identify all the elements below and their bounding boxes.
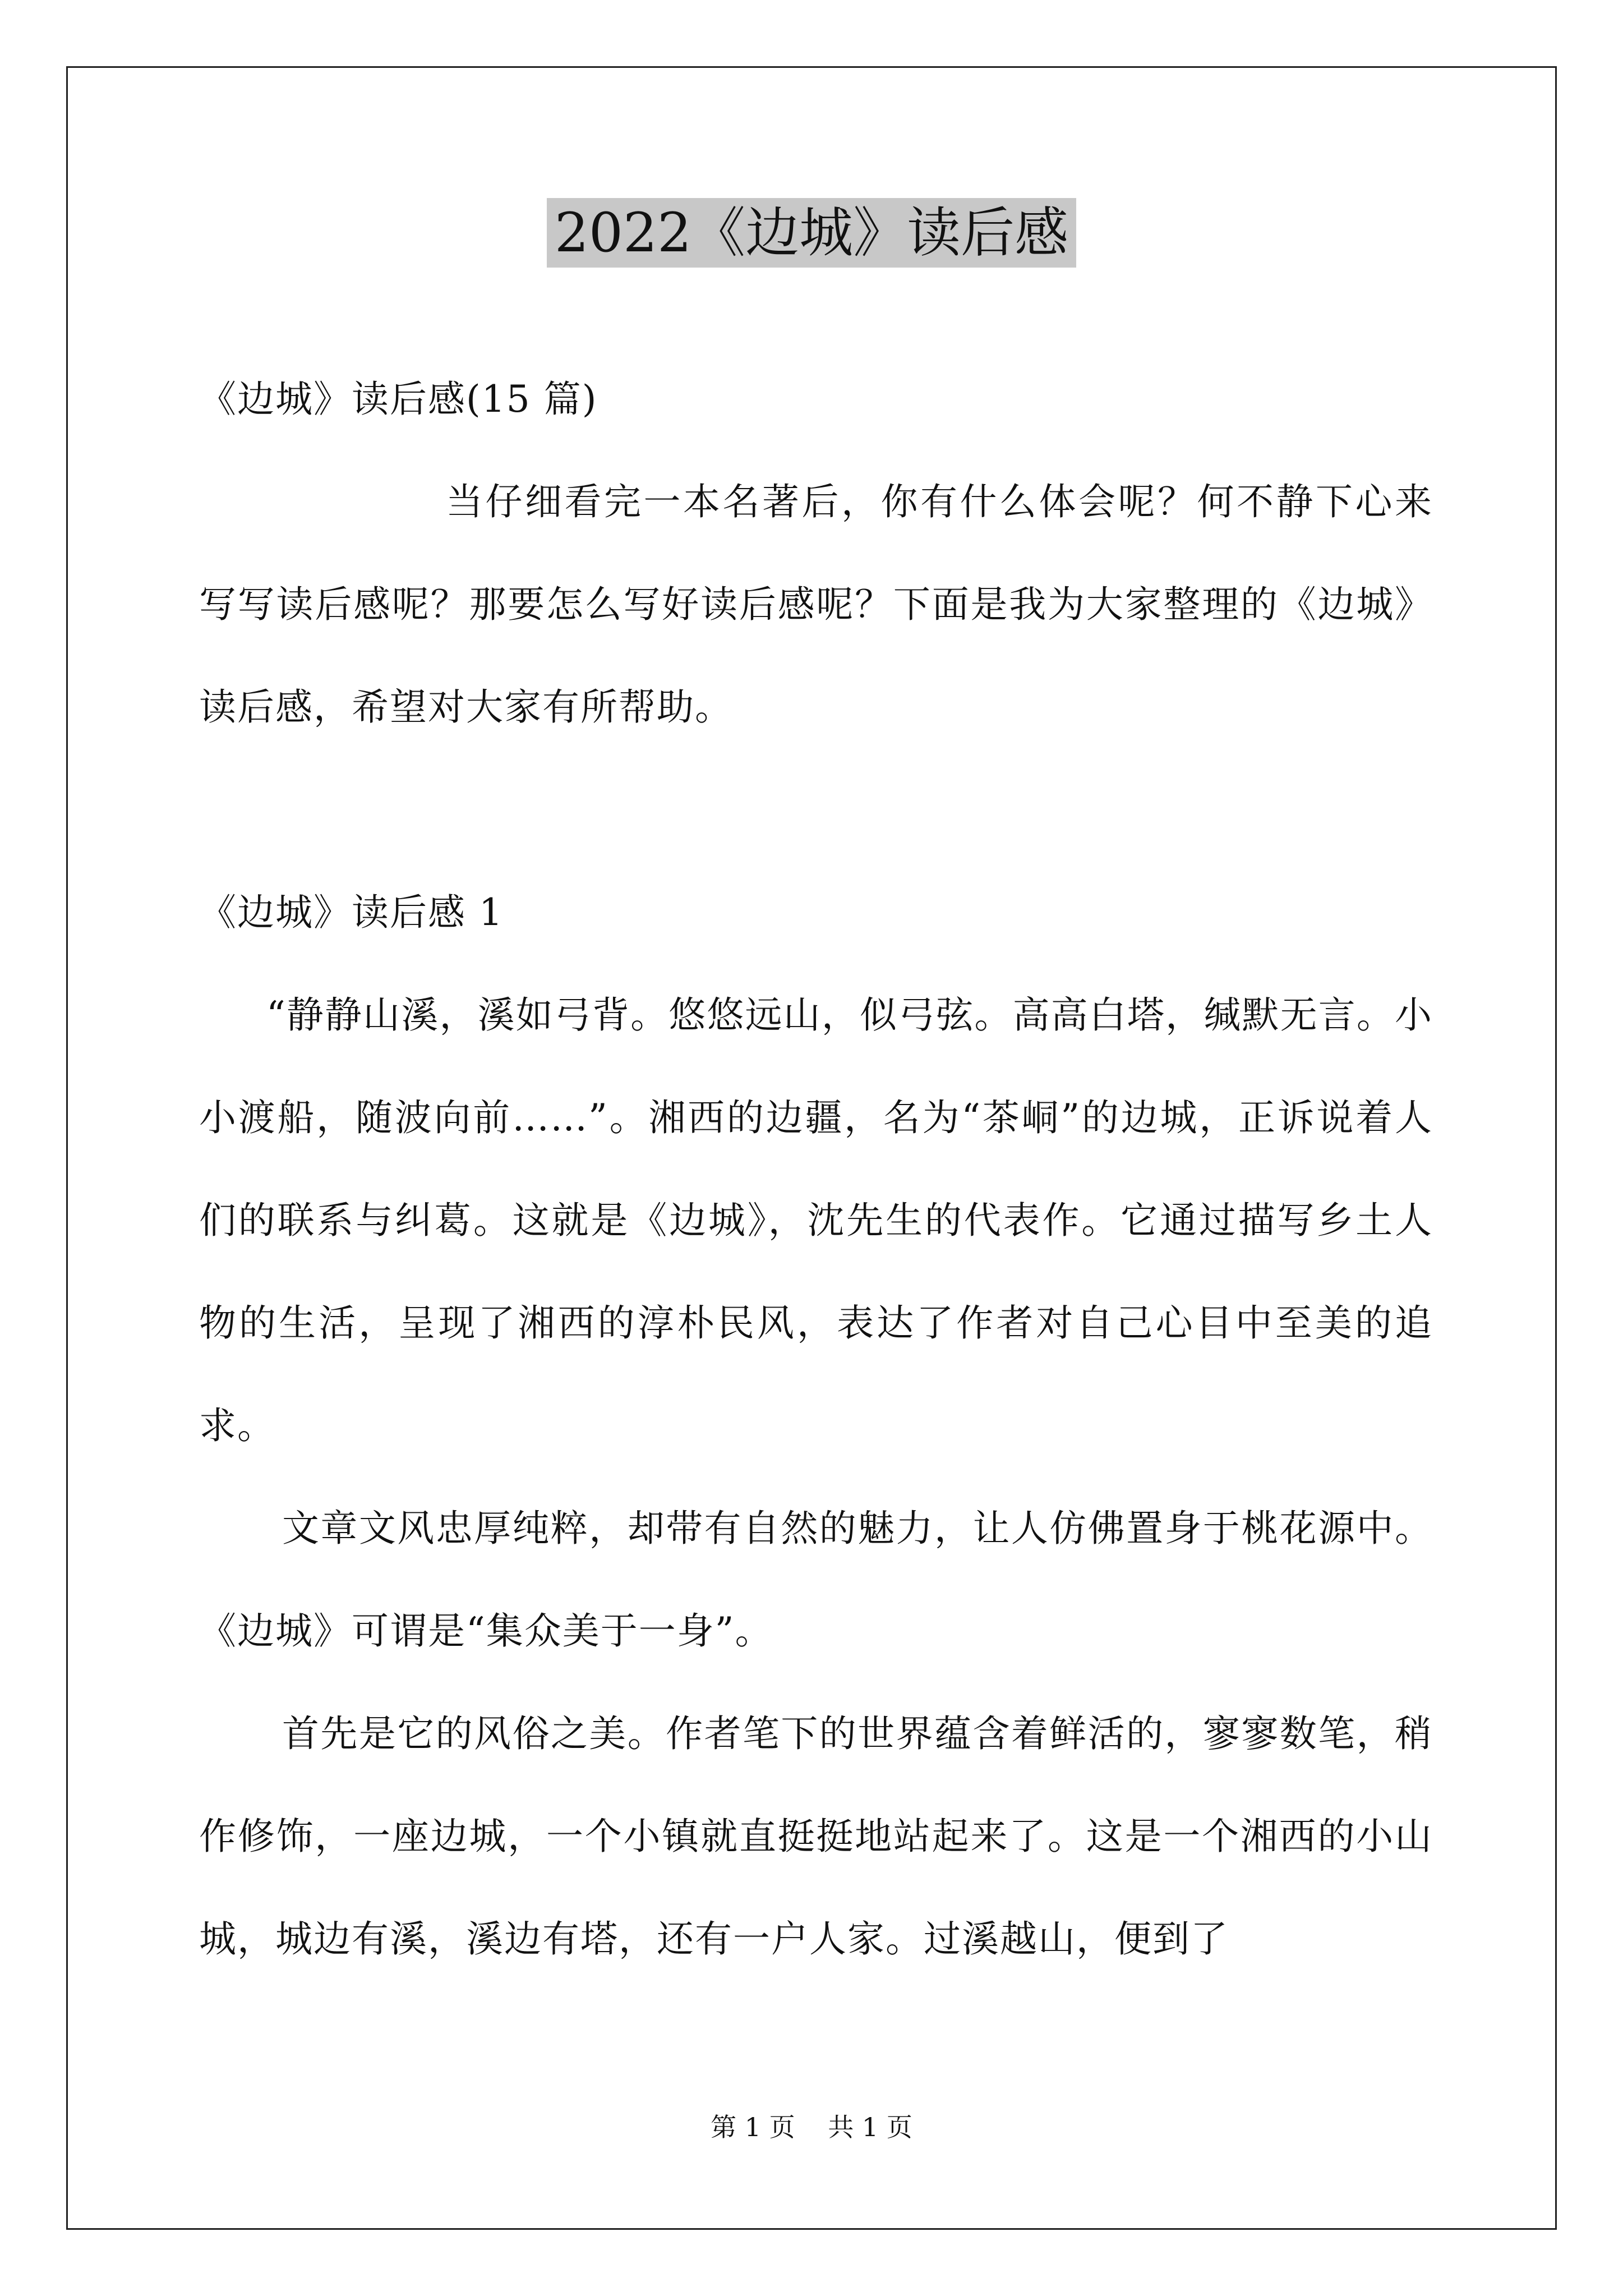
body-paragraph-1: “静静山溪，溪如弓背。悠悠远山，似弓弦。高高白塔，缄默无言。小小渡船，随波向前……”。湘西的边疆，名为“茶峒”的边城，正诉说着人们的联系与纠葛。这就是《边城》，沈先生的代表作。它通过描写乡土人物的生活，呈现了湘西的淳朴民风，表达了作者对自己心目中至美的追求。 — [199, 993, 1433, 1447]
body-paragraph-2: 文章文风忠厚纯粹，却带有自然的魅力，让人仿佛置身于桃花源中。《边城》可谓是“集众美于一身”。 — [199, 1507, 1433, 1653]
section-spacer — [199, 758, 1433, 861]
page-number: 第 1 页 — [711, 2112, 795, 2142]
document-title — [0, 191, 1623, 275]
section-heading: 《边城》读后感 1 — [199, 891, 504, 934]
page-footer — [0, 2110, 1623, 2144]
document-body — [199, 348, 1433, 1990]
document-title-text: 2022《边城》读后感 — [547, 198, 1076, 268]
document-subtitle: 《边城》读后感(15 篇) — [199, 378, 598, 421]
body-paragraph-3: 首先是它的风俗之美。作者笔下的世界蕴含着鲜活的，寥寥数笔，稍作修饰，一座边城，一个小镇就直挺挺地站起来了。这是一个湘西的小山城，城边有溪，溪边有塔，还有一户人家。过溪越山，便到了 — [199, 1712, 1433, 1961]
intro-paragraph: 当仔细看完一本名著后，你有什么体会呢？何不静下心来写写读后感呢？那要怎么写好读后感呢？下面是我为大家整理的《边城》读后感，希望对大家有所帮助。 — [199, 480, 1433, 729]
page-total: 共 1 页 — [828, 2112, 912, 2142]
